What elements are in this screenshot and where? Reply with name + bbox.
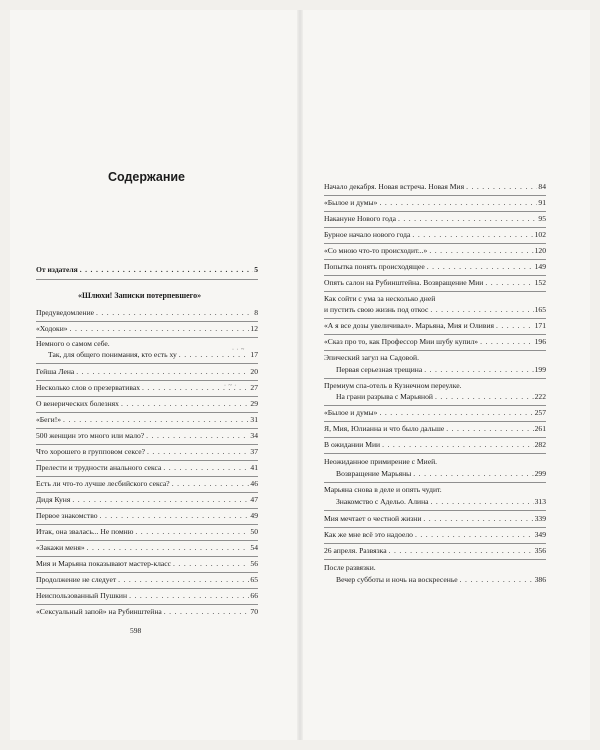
leader-dots [413, 468, 533, 480]
toc-entry-title: Так, для общего понимания, кто есть ху [48, 350, 177, 359]
toc-entry [324, 439, 546, 451]
leader-dots [430, 304, 533, 316]
divider [324, 243, 546, 244]
divider [36, 428, 258, 429]
leader-dots [496, 320, 534, 332]
page-number: 598 [130, 626, 142, 635]
toc-entry-title: Прелести и трудности анального секса [36, 463, 162, 472]
leader-dots [429, 245, 533, 257]
toc-entry-title: Дидя Куня [36, 495, 71, 504]
toc-entry [36, 590, 258, 602]
toc-entry-page: 5 [254, 265, 258, 274]
divider [324, 405, 546, 406]
toc-entry-page: 37 [250, 447, 258, 456]
toc-entry-title: Знакомство с Адельо. Алина [336, 497, 429, 506]
toc-entry-page: 27 [250, 383, 258, 392]
toc-entry-title: Предуведомление [36, 308, 95, 317]
divider [36, 492, 258, 493]
toc-entry-title-line1: Неожиданное примирение с Мией. [324, 457, 438, 466]
leader-dots [485, 277, 533, 289]
toc-entry-page: 386 [534, 575, 546, 584]
toc-entry [36, 414, 258, 426]
toc-entry-page: 171 [534, 321, 546, 330]
leader-dots [100, 510, 250, 522]
toc-entry-title: Бурное начало нового года [324, 230, 411, 239]
divider [324, 318, 546, 319]
toc-entry [36, 323, 258, 335]
toc-entry-publisher [36, 264, 258, 276]
divider [324, 543, 546, 544]
leader-dots [129, 590, 249, 602]
toc-entry-page: 356 [534, 546, 546, 555]
toc-entry-title: Попытка понять происходящее [324, 262, 425, 271]
divider [324, 510, 546, 511]
divider [324, 195, 546, 196]
toc-entry-title: Мия мечтает о честной жизни [324, 514, 422, 523]
toc-entry-title: На грани разрыва с Марьяной [336, 392, 433, 401]
toc-entry-title: «Ходоки» [36, 324, 68, 333]
toc-entry [324, 423, 546, 435]
toc-entry-title: Мия и Марьяна показывают мастер-класс [36, 559, 172, 568]
toc-entry-page: 339 [534, 514, 546, 523]
divider [324, 453, 546, 454]
toc-entry-title: «Беги!» [36, 415, 62, 424]
toc-entry-title: «Сказ про то, как Профессор Мии шубу купил» [324, 337, 479, 346]
divider [324, 334, 546, 335]
toc-entry-page: 282 [534, 440, 546, 449]
toc-entry-title-line1: После развязки. [324, 563, 376, 572]
toc-entry-title: 500 женщин это много или мало? [36, 431, 145, 440]
leader-dots [80, 264, 253, 276]
toc-entry-page: 152 [534, 278, 546, 287]
toc-entry-page: 349 [534, 530, 546, 539]
toc-entry [336, 574, 546, 586]
leader-dots [415, 529, 534, 541]
toc-entry-title: Как же мне всё это надоело [324, 530, 413, 539]
toc-entry-title-line1: Немного о самом себе. [36, 339, 110, 348]
toc-entry-title: Неиспользованный Пушкин [36, 591, 128, 600]
toc-entry-title-line1: Марьяна снова в деле и опять чудит. [324, 485, 442, 494]
toc-entry [336, 468, 546, 480]
leader-dots [427, 261, 534, 273]
divider [36, 363, 258, 364]
leader-dots [173, 558, 249, 570]
toc-entry [36, 494, 258, 506]
leader-dots [382, 439, 534, 451]
divider [36, 524, 258, 525]
toc-entry [336, 496, 546, 508]
toc-entry [48, 349, 258, 361]
toc-entry-title: Продолжение не следует [36, 575, 117, 584]
toc-entry-page: 66 [250, 591, 258, 600]
pencil-mark: · · ~ [232, 347, 245, 353]
toc-entry-title-line1: Как сойти с ума за несколько дней [324, 294, 436, 303]
toc-entry-page: 257 [534, 408, 546, 417]
toc-entry-page: 50 [250, 527, 258, 536]
toc-entry [36, 510, 258, 522]
toc-entry-page: 165 [534, 305, 546, 314]
toc-entry [324, 320, 546, 332]
leader-dots [435, 391, 534, 403]
toc-entry-page: 299 [534, 469, 546, 478]
toc-title: Содержание [108, 170, 186, 184]
toc-entry-title: От издателя [36, 265, 78, 274]
leader-dots [423, 513, 533, 525]
toc-entry-page: 313 [534, 497, 546, 506]
divider [324, 275, 546, 276]
leader-dots [389, 545, 534, 557]
toc-entry-title: «Закажи меня» [36, 543, 85, 552]
toc-entry [36, 366, 258, 378]
toc-entry-title: Накануне Нового года [324, 214, 396, 223]
toc-entry-page: 102 [534, 230, 546, 239]
divider [324, 482, 546, 483]
divider [36, 588, 258, 589]
toc-entry-page: 34 [250, 431, 258, 440]
toc-entry-page: 49 [250, 511, 258, 520]
divider [324, 259, 546, 260]
toc-entry-title: Что хорошего в групповом сексе? [36, 447, 146, 456]
divider [324, 227, 546, 228]
leader-dots [431, 496, 534, 508]
toc-entry-page: 31 [250, 415, 258, 424]
divider [324, 559, 546, 560]
toc-entry [324, 213, 546, 225]
section-title: «Шлюхи! Записки потерпевшего» [78, 291, 202, 300]
leader-dots [70, 323, 250, 335]
toc-entry-page: 149 [534, 262, 546, 271]
leader-dots [379, 197, 537, 209]
toc-entry-page: 222 [534, 392, 546, 401]
divider [36, 396, 258, 397]
leader-dots [172, 478, 250, 490]
toc-entry [324, 197, 546, 209]
divider [36, 321, 258, 322]
toc-entry-page: 17 [250, 350, 258, 359]
toc-entry-page: 70 [250, 607, 258, 616]
leader-dots [424, 364, 533, 376]
divider [36, 444, 258, 445]
toc-entry-page: 20 [250, 367, 258, 376]
divider [36, 604, 258, 605]
toc-entry [324, 407, 546, 419]
leader-dots [480, 336, 534, 348]
toc-entry-title: Несколько слов о презервативах [36, 383, 140, 392]
toc-entry [324, 181, 546, 193]
leader-dots [164, 606, 250, 618]
leader-dots [96, 307, 253, 319]
divider [324, 421, 546, 422]
toc-entry [36, 542, 258, 554]
toc-entry-page: 41 [250, 463, 258, 472]
toc-entry-title-line1: Премиум спа-отель в Кузнечном переулке. [324, 381, 462, 390]
leader-dots [460, 574, 534, 586]
toc-entry-page: 261 [534, 424, 546, 433]
toc-entry-title: «Былое и думы» [324, 198, 378, 207]
leader-dots [412, 229, 533, 241]
pencil-mark: · ~ · [224, 383, 237, 389]
divider [36, 508, 258, 509]
toc-entry [36, 307, 258, 319]
leader-dots [163, 462, 249, 474]
toc-entry-title: Возвращение Марьяны [336, 469, 412, 478]
leader-dots [446, 423, 533, 435]
divider [36, 556, 258, 557]
toc-entry [324, 277, 546, 289]
toc-entry-title: Первое знакомство [36, 511, 98, 520]
toc-entry [324, 261, 546, 273]
toc-entry [36, 606, 258, 618]
toc-entry-page: 47 [250, 495, 258, 504]
toc-entry [36, 574, 258, 586]
toc-entry-title: «Былое и думы» [324, 408, 378, 417]
divider [36, 572, 258, 573]
leader-dots [63, 414, 249, 426]
toc-entry [36, 478, 258, 490]
toc-entry [324, 229, 546, 241]
divider [36, 412, 258, 413]
toc-entry [36, 430, 258, 442]
divider [324, 350, 546, 351]
divider [36, 540, 258, 541]
toc-entry-page: 91 [538, 198, 546, 207]
divider [36, 476, 258, 477]
toc-entry [324, 245, 546, 257]
toc-entry [324, 513, 546, 525]
toc-entry-title: Есть ли что-то лучше лесбийского секса? [36, 479, 170, 488]
leader-dots [87, 542, 250, 554]
toc-entry-page: 8 [254, 308, 258, 317]
toc-entry-title: «Со мною что-то происходит...» [324, 246, 428, 255]
toc-entry-title: 26 апреля. Развязка [324, 546, 387, 555]
toc-entry [324, 304, 546, 316]
toc-entry-page: 196 [534, 337, 546, 346]
leader-dots [147, 446, 249, 458]
toc-entry-title: Опять салон на Рубинштейна. Возвращение Мии [324, 278, 484, 287]
divider [324, 437, 546, 438]
book-gutter [297, 10, 303, 740]
divider [36, 460, 258, 461]
toc-entry [324, 529, 546, 541]
toc-entry-title: Гейша Лена [36, 367, 75, 376]
toc-entry-title: Первая серьезная трещина [336, 365, 423, 374]
toc-entry-page: 199 [534, 365, 546, 374]
toc-entry-title: О венерических болезнях [36, 399, 119, 408]
leader-dots [146, 430, 249, 442]
divider [324, 291, 546, 292]
toc-entry-title: Итак, она звалась... Не помню [36, 527, 134, 536]
toc-entry-page: 29 [250, 399, 258, 408]
toc-entry-page: 95 [538, 214, 546, 223]
leader-dots [118, 574, 249, 586]
toc-entry-page: 120 [534, 246, 546, 255]
leader-dots [121, 398, 249, 410]
toc-entry [36, 446, 258, 458]
toc-entry [324, 545, 546, 557]
toc-entry-page: 54 [250, 543, 258, 552]
toc-entry-title-line1: Эпический загул на Садовой. [324, 353, 419, 362]
divider [36, 380, 258, 381]
toc-entry-page: 65 [250, 575, 258, 584]
toc-entry-title: В ожидании Мии [324, 440, 381, 449]
leader-dots [72, 494, 249, 506]
toc-entry-title: Начало декабря. Новая встреча. Новая Мия [324, 182, 465, 191]
leader-dots [76, 366, 249, 378]
toc-entry-title: и пустить свою жизнь под откос [324, 305, 429, 314]
toc-entry [336, 391, 546, 403]
toc-entry [324, 336, 546, 348]
toc-entry-page: 12 [250, 324, 258, 333]
toc-entry-title: «Сексуальный запой» на Рубинштейна [36, 607, 162, 616]
toc-entry-page: 56 [250, 559, 258, 568]
toc-entry [36, 462, 258, 474]
toc-entry [36, 398, 258, 410]
leader-dots [379, 407, 533, 419]
toc-entry-page: 84 [538, 182, 546, 191]
toc-entry-page: 46 [250, 479, 258, 488]
divider [324, 527, 546, 528]
toc-entry-title: Я, Мия, Юлианна и что было дальше [324, 424, 445, 433]
toc-entry-title: Вечер субботы и ночь на воскресенье [336, 575, 458, 584]
toc-entry [36, 558, 258, 570]
leader-dots [135, 526, 249, 538]
divider [36, 279, 258, 280]
leader-dots [398, 213, 537, 225]
toc-entry [336, 364, 546, 376]
divider [324, 211, 546, 212]
divider [324, 378, 546, 379]
toc-entry-title: «А я все дозы увеличивал». Марьяна, Мия и Оливия [324, 321, 495, 330]
leader-dots [466, 181, 537, 193]
toc-entry [36, 526, 258, 538]
